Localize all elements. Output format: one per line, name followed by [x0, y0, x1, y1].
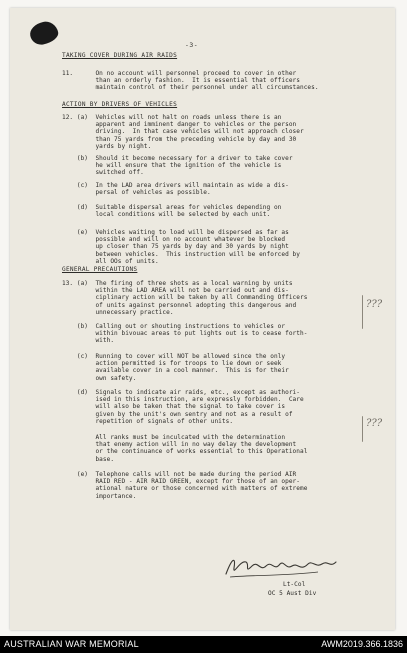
paragraph-12c: (c) In the LAD area drivers will maintain as wide a dis- persal of vehicles as possible.	[76, 182, 289, 197]
footer-accession-number: AWM2019.366.1836	[321, 639, 403, 649]
paragraph-13c: (c) Running to cover will NOT be allowed since the only action permitted is for troops to lie down or seek available cover in a cool manner. This is for their own safety.	[76, 353, 289, 382]
margin-annotation: ???	[366, 299, 383, 310]
paragraph-13d-note: All ranks must be inculcated with the determination that enemy action will in no way delay the development or the continuance of works essential to this Operational base.	[95, 434, 308, 463]
document-page	[10, 8, 395, 630]
signatory-unit: OC 5 Aust Div	[268, 590, 317, 597]
signatory-rank: Lt-Col	[283, 581, 306, 588]
paragraph-12a: 12. (a) Vehicles will not halt on roads unless there is an apparent and imminent danger to vehicles or the person driving. In that case vehicles will not approach closer than 75 yards from the preceding vehicle by day and 30 yards by night.	[62, 114, 304, 150]
handwritten-signature	[222, 554, 342, 580]
paragraph-13b: (b) Calling out or shouting instructions to vehicles or within bivouac areas to put lights out is to cease forth- with.	[76, 323, 308, 345]
paragraph-11: 11. On no account will personnel proceed to cover in other than an orderly fashion. It is essential that officers maintain control of their personnel under all circumstances.	[62, 70, 319, 92]
margin-annotation: ???	[366, 418, 383, 429]
margin-bracket	[362, 295, 363, 329]
ink-blot	[28, 19, 60, 46]
page-number: -3-	[185, 41, 199, 49]
footer-institution: AUSTRALIAN WAR MEMORIAL	[4, 639, 139, 649]
heading-taking-cover: TAKING COVER DURING AIR RAIDS	[62, 52, 178, 59]
paragraph-12e: (e) Vehicles waiting to load will be dispersed as far as possible and will on no account whatever be blocked up closer than 75 yards by day and 30 yards by night between vehicles. This instruction will be enforced by all OOs of units.	[76, 229, 300, 265]
paragraph-12b: (b) Should it become necessary for a driver to take cover he will ensure that the ignition of the vehicle is switched off.	[76, 155, 293, 177]
paragraph-13e: (e) Telephone calls will not be made during the period AIR RAID RED - AIR RAID GREEN, except for those of an oper- ational nature or those concerned with matters of extreme importance.	[76, 471, 308, 500]
paragraph-12d: (d) Suitable dispersal areas for vehicles depending on local conditions will be selected by each unit.	[76, 204, 282, 219]
heading-general-precautions: GENERAL PRECAUTIONS	[62, 266, 138, 273]
archive-footer	[0, 636, 407, 653]
paragraph-13a: 13. (a) The firing of three shots as a local warning by units within the LAD AREA will not be carried out and dis- ciplinary action will be taken by all Commanding Officers of units against personnel adopting this dangerous and unnecessary practice.	[62, 280, 308, 316]
paragraph-13d: (d) Signals to indicate air raids, etc., except as authori- ised in this instruction, are expressly forbidden. Care will also be taken that the signal to take cover is given by the unit's own sentry and not as a result of repetition of signals of other units.	[76, 389, 304, 425]
margin-bracket	[362, 416, 363, 442]
heading-action-by-drivers: ACTION BY DRIVERS OF VEHICLES	[62, 101, 178, 108]
